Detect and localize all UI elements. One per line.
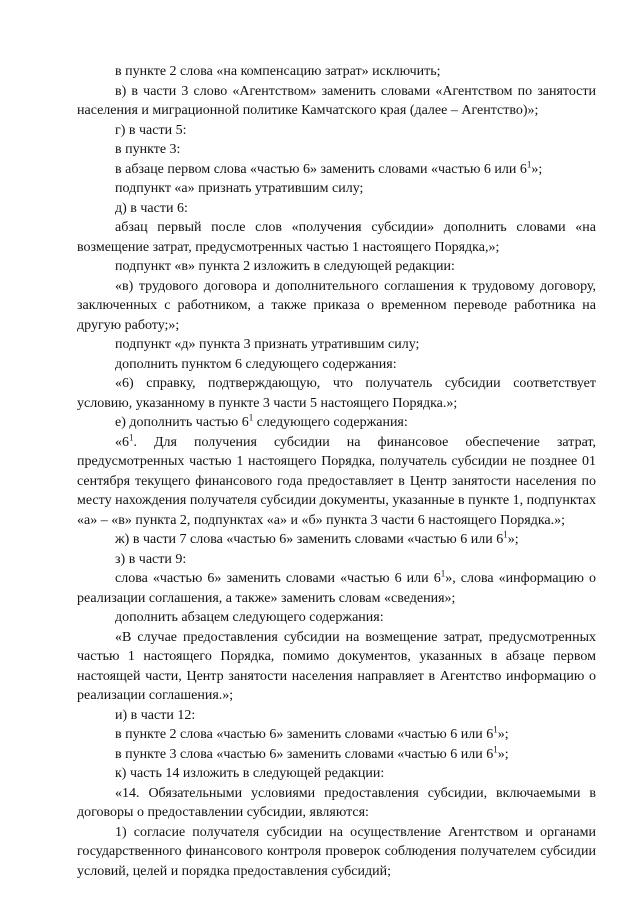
document-body xyxy=(77,62,596,881)
paragraph: абзац первый после слов «получения субсидии» дополнить словами «на возмещение затрат, предусмотренных частью 1 настоящего Порядка,»; xyxy=(77,220,596,255)
superscript: 1 xyxy=(493,743,498,754)
paragraph: «в) трудового договора и дополнительного соглашения к трудовому договору, заключенных с работником, а также приказа о временном переводе работника на другую работу;»; xyxy=(77,278,596,333)
superscript: 1 xyxy=(526,158,532,169)
superscript: 1 xyxy=(440,568,446,579)
paragraph: д) в части 6: xyxy=(115,200,188,216)
paragraph: подпункт «д» пункта 3 признать утратившим силу; xyxy=(115,337,420,352)
superscript: 1 xyxy=(493,724,498,735)
paragraph: слова «частью 6» заменить словами «частью 6 или $6^1$», слова «информацию о реализации соглашения, а также» заменить словам «сведения»; xyxy=(77,568,597,606)
paragraph: в) в части 3 слово «Агентством» заменить словами «Агентством по занятости населения и миграционной политике Камчатского края (далее – Агентство)»; xyxy=(77,83,596,118)
paragraph: «В случае предоставления субсидии на возмещение затрат, предусмотренных частью 1 настоящего Порядка, помимо документов, указанных в абзаце первом настоящей части, Центр занятости населения направляет в Агентство информацию о реализации соглашения.»; xyxy=(77,629,596,703)
paragraph: в абзаце первом слова «частью 6» заменить словами «частью 6 или $6^1$»; xyxy=(115,158,543,177)
paragraph: 1) согласие получателя субсидии на осуществление Агентством и органами государственного финансового контроля проверок соблюдения получателем субсидии условий, целей и порядка предоставления субсидий; xyxy=(77,824,596,879)
superscript: 1 xyxy=(248,412,254,423)
paragraph: подпункт «в» пункта 2 изложить в следующей редакции: xyxy=(115,259,455,274)
paragraph: в пункте 3 слова «частью 6» заменить словами «частью 6 или $6^1$»; xyxy=(115,743,509,762)
paragraph: «$6^1$. Для получения субсидии на финансовое обеспечение затрат, предусмотренных частью 1 настоящего Порядка, получатель субсидии не позднее 01 сентября текущего финансового года предоставляет в Центр занятости населения по месту нахождения получателя субсидии документы, указанные в пункте 1, подпунктах «а» – «в» пункта 2, подпунктах «а» и «б» пункта 3 части 6 настоящего Порядка.»; xyxy=(77,431,596,528)
paragraph: и) в части 12: xyxy=(115,707,196,723)
paragraph: к) часть 14 изложить в следующей редакции: xyxy=(115,766,385,781)
superscript: 1 xyxy=(129,431,134,442)
paragraph: з) в части 9: xyxy=(115,551,187,567)
paragraph: в пункте 3: xyxy=(115,142,181,157)
paragraph: подпункт «а» признать утратившим силу; xyxy=(115,181,364,196)
paragraph: «14. Обязательными условиями предоставления субсидии, включаемыми в договоры о предоставлении субсидии, являются: xyxy=(77,785,596,820)
paragraph: е) дополнить частью $6^1$ следующего содержания: xyxy=(115,412,408,430)
paragraph: дополнить пунктом 6 следующего содержания: xyxy=(115,356,397,372)
paragraph: дополнить абзацем следующего содержания: xyxy=(115,610,384,625)
superscript: 1 xyxy=(503,529,508,540)
paragraph: ж) в части 7 слова «частью 6» заменить словами «частью 6 или $6^1$»; xyxy=(115,529,519,547)
paragraph: в пункте 2 слова «частью 6» заменить словами «частью 6 или $6^1$»; xyxy=(115,724,509,742)
paragraph: г) в части 5: xyxy=(115,122,187,138)
paragraph: «6) справку, подтверждающую, что получатель субсидии соответствует условию, указанному в пункте 3 части 5 настоящего Порядка.»; xyxy=(77,376,596,411)
paragraph: в пункте 2 слова «на компенсацию затрат» исключить; xyxy=(115,64,441,79)
